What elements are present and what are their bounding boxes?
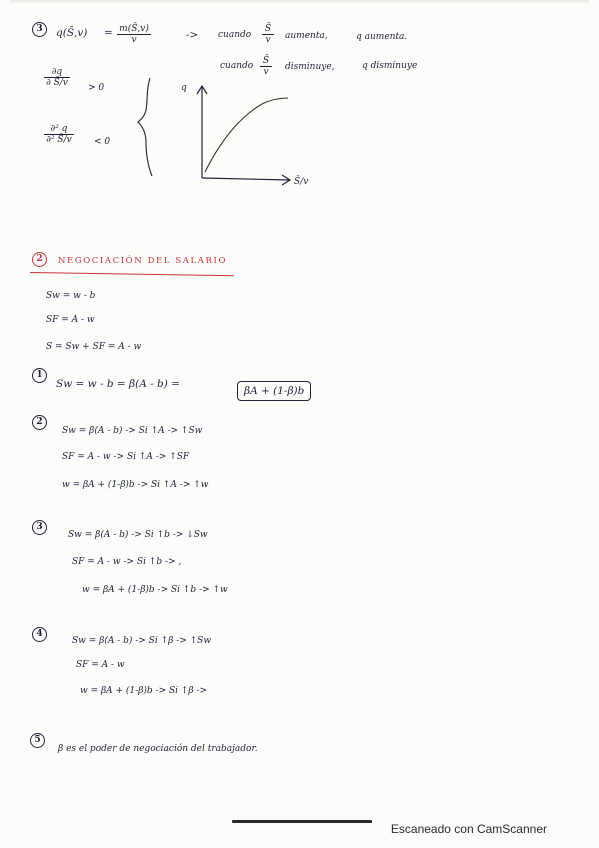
first-derivative-sign: > 0 — [88, 83, 105, 93]
item-number-5: 5 — [30, 733, 45, 748]
item4-line-2: SF = A - w — [76, 660, 125, 670]
x-axis — [202, 178, 290, 180]
item4-line-3: w = βA + (1-β)b -> Si ↑β -> — [80, 686, 208, 696]
function-lhs: q(S̄,v) — [56, 27, 88, 39]
line2-decreases: disminuye, — [285, 62, 335, 72]
camscanner-watermark: Escaneado con CamScanner — [390, 822, 547, 836]
item2-line-3: w = βA + (1-β)b -> Si ↑A -> ↑w — [62, 480, 209, 490]
second-derivative-sign: < 0 — [94, 137, 111, 147]
second-derivative-num: ∂² q — [44, 124, 74, 135]
line1-q-increases: q aumenta. — [356, 32, 408, 42]
function-denominator: v — [131, 35, 137, 45]
ratio-denominator-1: v — [265, 35, 271, 45]
item-number-4: 4 — [32, 627, 47, 642]
item2-line-1: Sw = β(A - b) -> Si ↑A -> ↑Sw — [62, 426, 203, 436]
line1-increases: aumenta, — [285, 31, 328, 41]
first-derivative-den: ∂ S̄/v — [46, 78, 68, 88]
item3-line-2: SF = A - w -> Si ↑b -> , — [72, 557, 182, 567]
line2-q-decreases: q disminuye — [362, 61, 418, 71]
item3-line-3: w = βA + (1-β)b -> Si ↑b -> ↑w — [82, 585, 228, 595]
item-number-2: 2 — [32, 415, 47, 430]
function-numerator: m(S̄,v) — [117, 24, 151, 35]
section-number-3: 3 — [32, 22, 47, 37]
section-number-2: 2 — [32, 252, 47, 267]
item1-equation: Sw = w - b = β(A - b) = — [56, 378, 180, 390]
implies-arrow: -> — [186, 29, 199, 41]
second-derivative-den: ∂² S̄/v — [46, 135, 72, 145]
graph-x-label: S̄/v — [294, 177, 309, 187]
def-firm-surplus: SF = A - w — [46, 315, 95, 325]
item4-line-1: Sw = β(A - b) -> Si ↑β -> ↑Sw — [72, 636, 212, 646]
item3-line-1: Sw = β(A - b) -> Si ↑b -> ↓Sw — [68, 530, 208, 540]
def-worker-surplus: Sw = w - b — [46, 291, 96, 301]
ratio-denominator-2: v — [263, 67, 269, 77]
line1-when: cuando — [218, 30, 252, 40]
ratio-numerator-2: S̄ — [260, 56, 272, 67]
item-number-1: 1 — [32, 368, 47, 383]
def-total-surplus: S = Sw + SF = A - w — [46, 342, 142, 352]
line2-when: cuando — [220, 61, 254, 71]
separator-stroke — [138, 78, 152, 176]
concave-curve — [205, 98, 288, 172]
graph-y-label: q — [181, 83, 187, 93]
item2-line-2: SF = A - w -> Si ↑A -> ↑SF — [62, 452, 190, 462]
item5-text: β es el poder de negociación del trabajador. — [58, 744, 258, 754]
section-title: NEGOCIACIÓN DEL SALARIO — [58, 256, 228, 266]
item-number-3: 3 — [32, 520, 47, 535]
scan-edge-mark — [232, 820, 372, 823]
equals-sign: = — [104, 27, 113, 39]
first-derivative-num: ∂q — [44, 67, 70, 78]
ratio-numerator-1: S̄ — [262, 24, 274, 35]
item1-boxed-result: βA + (1-β)b — [237, 381, 311, 401]
